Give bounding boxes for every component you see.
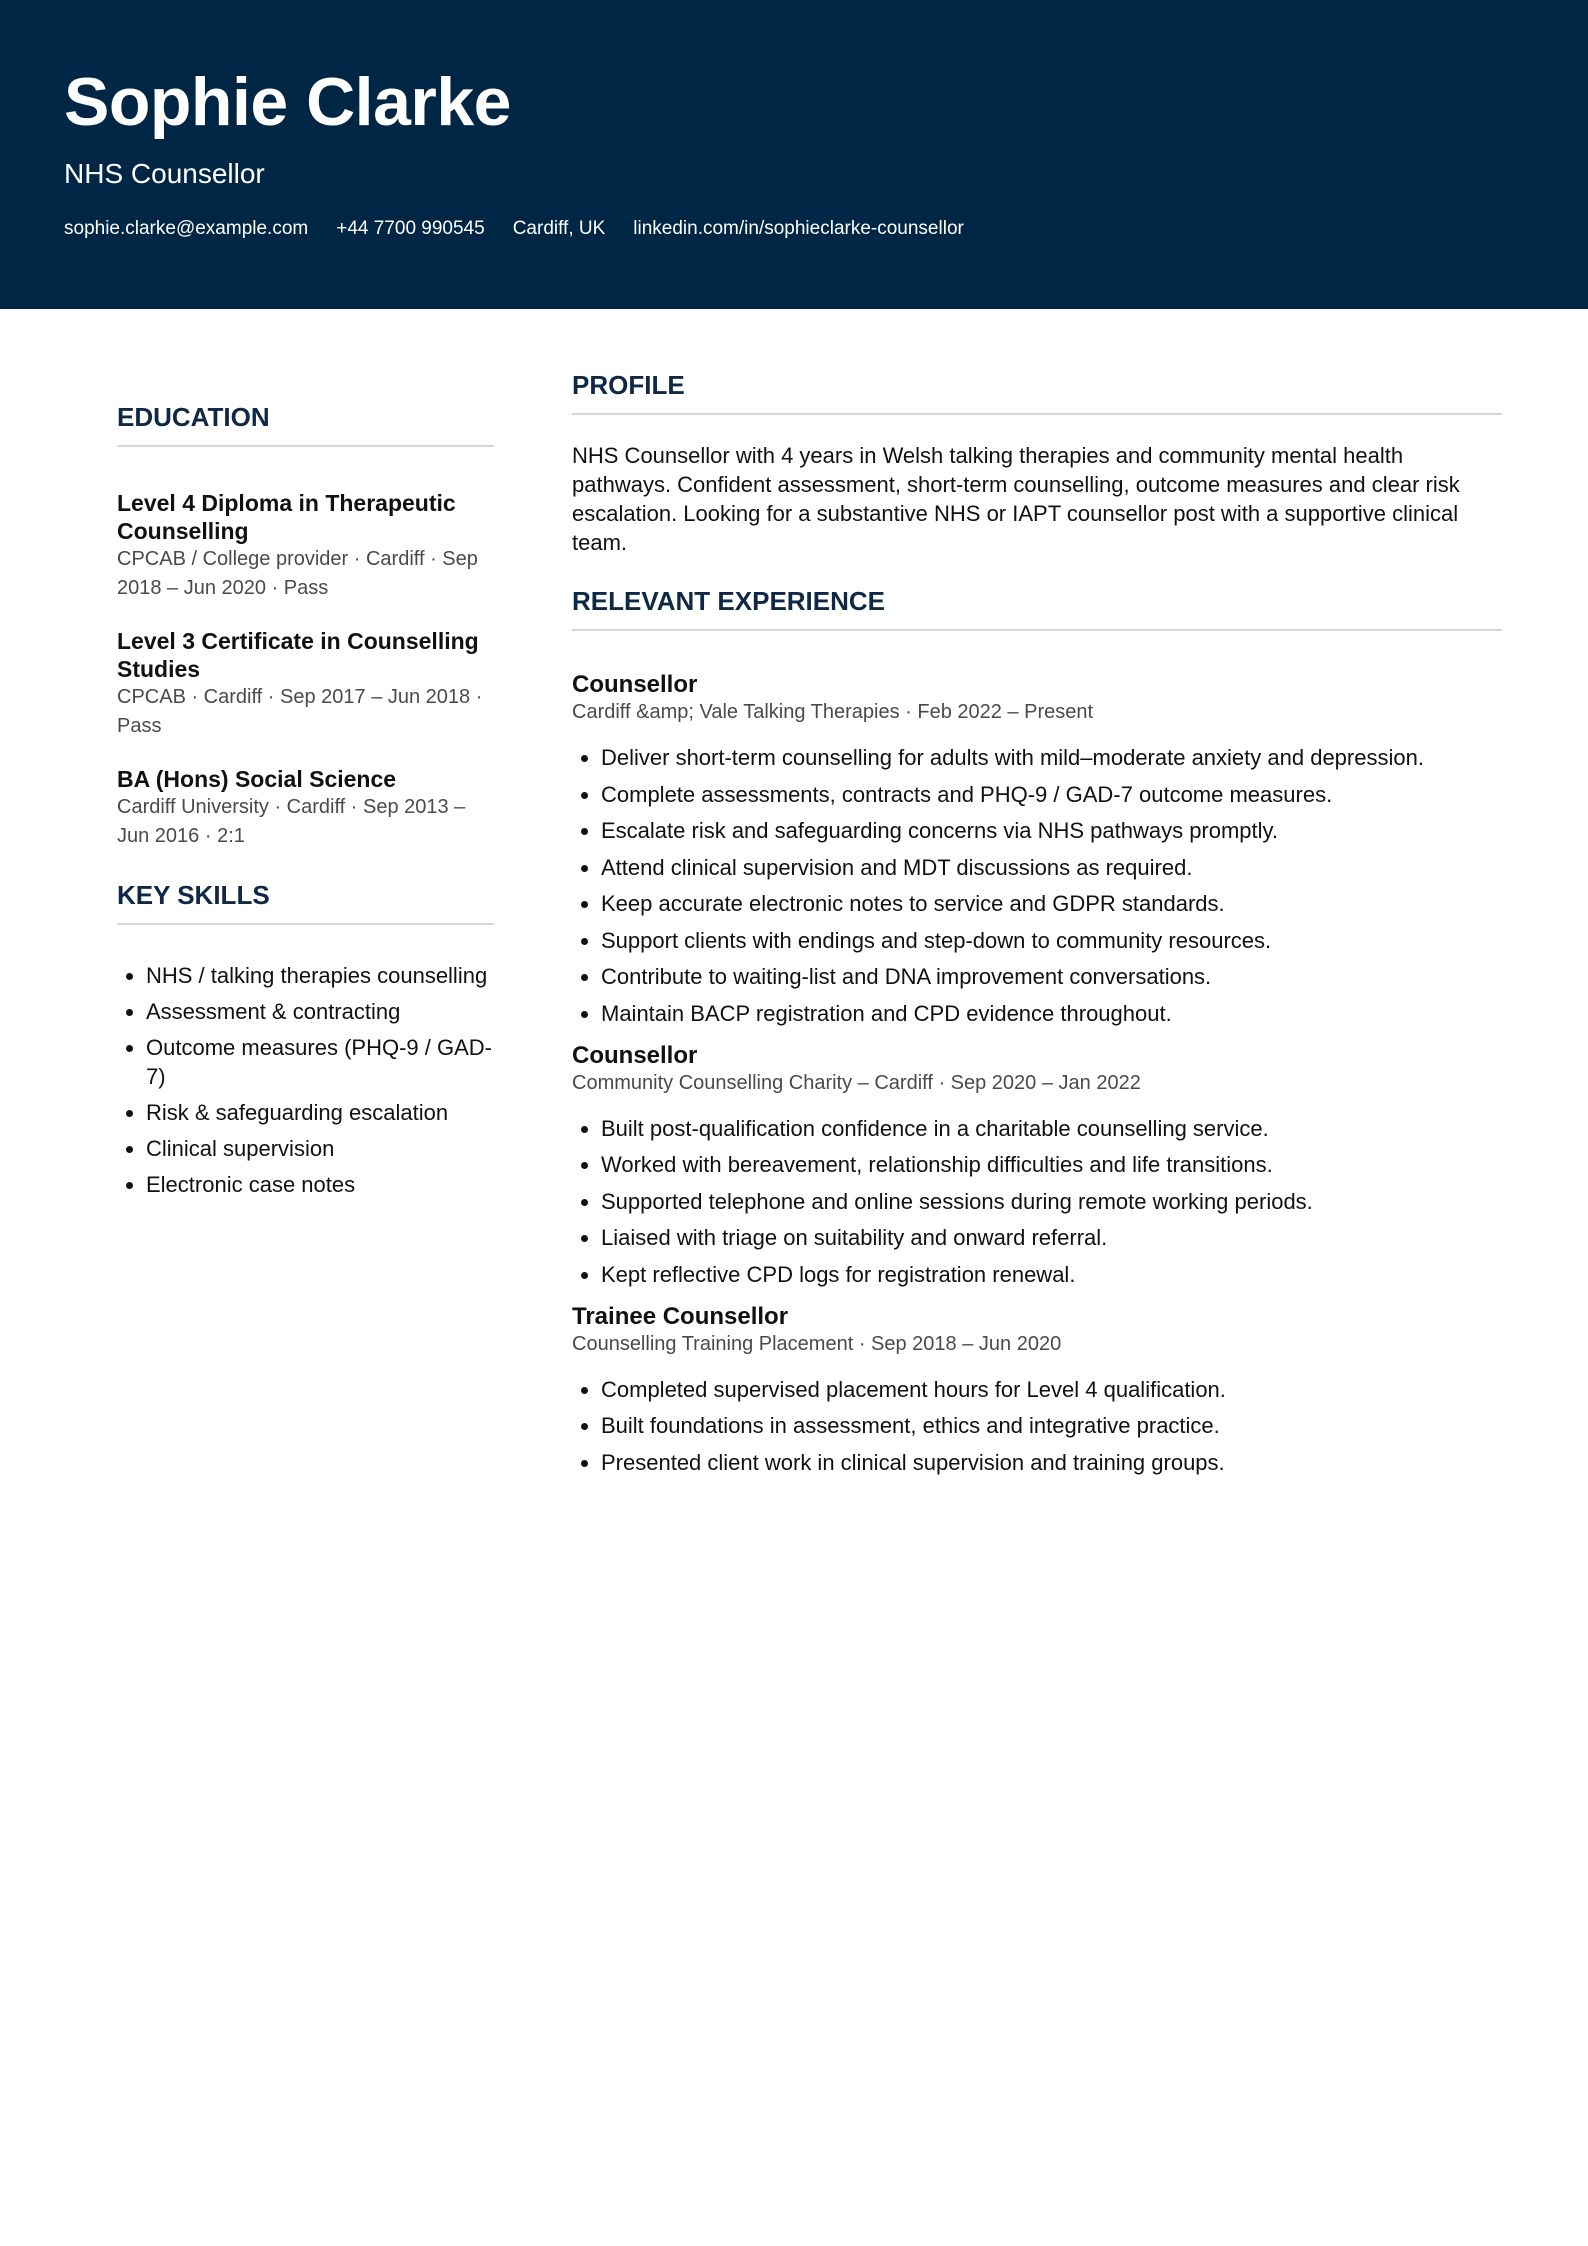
- job-bullet: • Presented client work in clinical supervision and training groups.: [601, 1448, 1502, 1477]
- job-title: Counsellor: [572, 1041, 698, 1069]
- contact-linkedin[interactable]: linkedin.com/in/sophieclarke-counsellor: [633, 218, 964, 239]
- contact-phone[interactable]: +44 7700 990545: [336, 218, 485, 239]
- job-entry: [572, 1303, 1502, 1477]
- skills-list: [117, 961, 494, 1199]
- job-title: Counsellor: [572, 671, 698, 698]
- job-meta: Counselling Training Placement · Sep 2018 – Jun 2020: [572, 1332, 1062, 1355]
- job-bullet: • Kept reflective CPD logs for registration renewal.: [601, 1260, 1502, 1289]
- contact-location: Cardiff, UK: [512, 218, 606, 239]
- skills-heading: KEY SKILLS: [117, 879, 494, 925]
- education-meta: CPCAB / College provider · Cardiff · Sep 2018 – Jun 2020 · Pass: [117, 548, 478, 599]
- job-bullet: • Completed supervised placement hours for Level 4 qualification.: [601, 1375, 1502, 1404]
- job-bullet: • Built post-qualification confidence in a charitable counselling service.: [601, 1114, 1502, 1143]
- contact-line: [64, 217, 1524, 241]
- job-bullet: • Liaised with triage on suitability and onward referral.: [601, 1223, 1502, 1252]
- job-bullet: • Contribute to waiting-list and DNA improvement conversations.: [601, 962, 1502, 991]
- job-bullet: • Keep accurate electronic notes to service and GDPR standards.: [601, 889, 1502, 918]
- education-heading: EDUCATION: [117, 401, 494, 447]
- education-title: BA (Hons) Social Science: [117, 766, 397, 792]
- education-title: Level 4 Diploma in Therapeutic Counselling: [117, 490, 456, 544]
- resume-header: [0, 0, 1588, 309]
- skill-item: • Electronic case notes: [146, 1170, 494, 1199]
- education-item: [117, 489, 494, 603]
- job-bullet: • Supported telephone and online sessions during remote working periods.: [601, 1187, 1502, 1216]
- job-meta: Community Counselling Charity – Cardiff · Sep 2020 – Jan 2022: [572, 1071, 1141, 1094]
- job-meta: Cardiff &amp; Vale Talking Therapies · Feb 2022 – Present: [572, 701, 1094, 723]
- job-bullets: [572, 1375, 1502, 1477]
- right-column: [572, 369, 1502, 1484]
- candidate-name: Sophie Clarke: [64, 64, 511, 140]
- job-bullet: • Built foundations in assessment, ethics and integrative practice.: [601, 1411, 1502, 1440]
- education-meta: Cardiff University · Cardiff · Sep 2013 – Jun 2016 · 2:1: [117, 796, 466, 847]
- skill-item: • Clinical supervision: [146, 1134, 494, 1163]
- education-title: Level 3 Certificate in Counselling Studies: [117, 628, 479, 682]
- job-bullet: • Support clients with endings and step-down to community resources.: [601, 926, 1502, 955]
- job-bullet: • Maintain BACP registration and CPD evidence throughout.: [601, 999, 1502, 1028]
- job-bullet: • Escalate risk and safeguarding concerns via NHS pathways promptly.: [601, 816, 1502, 845]
- job-bullet: • Worked with bereavement, relationship difficulties and life transitions.: [601, 1150, 1502, 1179]
- job-entry: [572, 1042, 1502, 1289]
- skill-item: • NHS / talking therapies counselling: [146, 961, 494, 990]
- left-column: [117, 401, 494, 1206]
- contact-email[interactable]: sophie.clarke@example.com: [64, 218, 309, 239]
- skill-item: • Risk & safeguarding escalation: [146, 1098, 494, 1127]
- profile-heading: PROFILE: [572, 369, 1502, 415]
- education-item: [117, 765, 494, 851]
- experience-heading: RELEVANT EXPERIENCE: [572, 585, 1502, 631]
- skill-item: • Outcome measures (PHQ-9 / GAD-7): [146, 1033, 494, 1091]
- job-bullets: [572, 743, 1502, 1028]
- education-meta: CPCAB · Cardiff · Sep 2017 – Jun 2018 · Pass: [117, 686, 483, 737]
- job-bullet: • Deliver short-term counselling for adults with mild–moderate anxiety and depression.: [601, 743, 1502, 772]
- skill-item: • Assessment & contracting: [146, 997, 494, 1026]
- candidate-role: NHS Counsellor: [64, 158, 265, 189]
- education-item: [117, 627, 494, 741]
- profile-summary: NHS Counsellor with 4 years in Welsh talking therapies and community mental health pathways. Confident assessment, short-term counselling, outcome measures and clear risk escalation. Looking for a substantive NHS or IAPT counsellor post with a supportive clinical team.: [572, 443, 1460, 555]
- job-title: Trainee Counsellor: [572, 1302, 789, 1330]
- job-bullet: • Attend clinical supervision and MDT discussions as required.: [601, 853, 1502, 882]
- job-bullet: • Complete assessments, contracts and PHQ-9 / GAD-7 outcome measures.: [601, 780, 1502, 809]
- job-bullets: [572, 1114, 1502, 1289]
- job-entry: [572, 671, 1502, 1028]
